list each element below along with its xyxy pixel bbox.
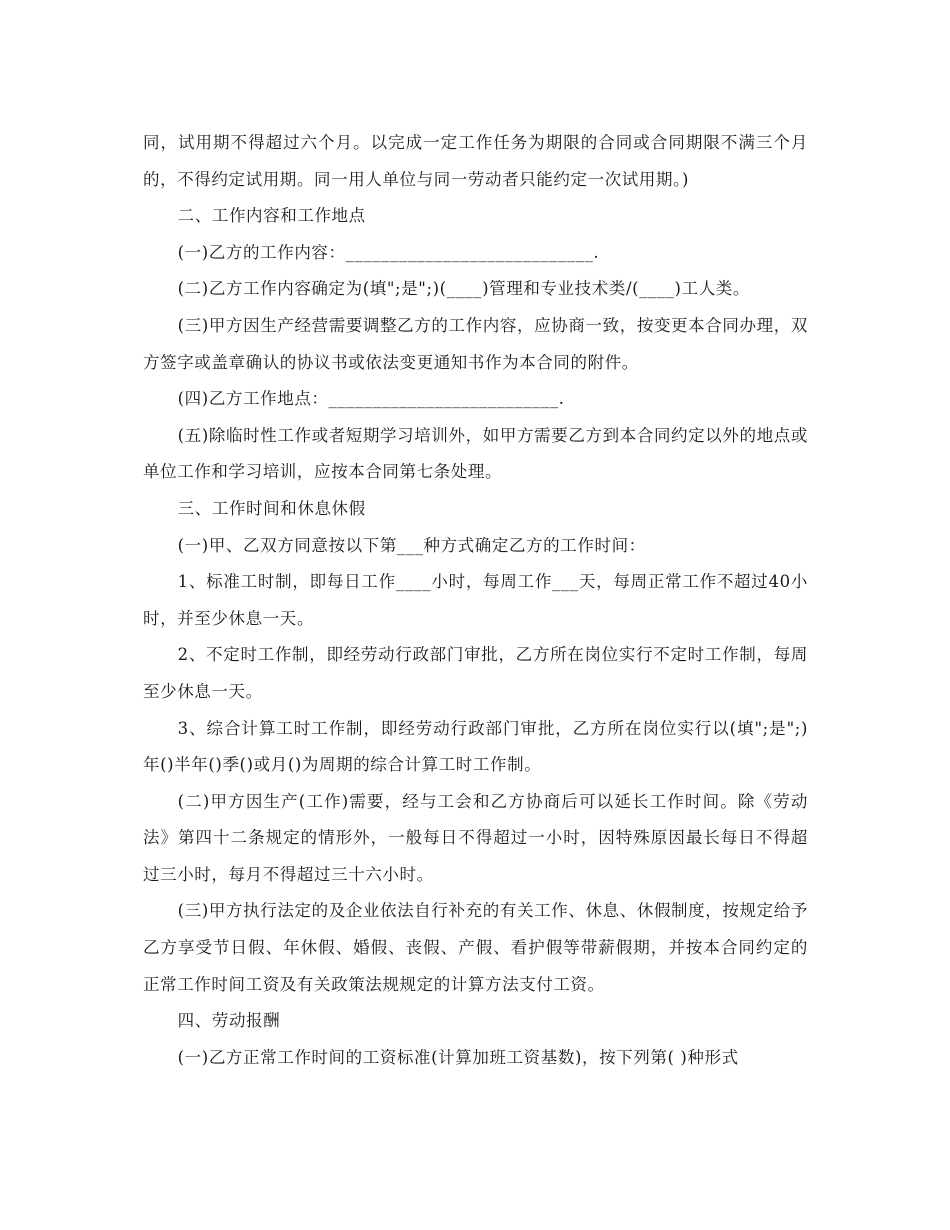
heading-work-hours-leave: 三、工作时间和休息休假 — [177, 498, 366, 518]
paragraph-work-hours-method: (一)甲、乙双方同意按以下第___种方式确定乙方的工作时间： — [177, 535, 646, 555]
paragraph-holidays: (三)甲方执行法定的及企业依法自行补充的有关工作、休息、休假制度，按规定给予乙方享受节日假、年休假、婚假、丧假、产假、看护假等带薪假期，并按本合同约定的正常工作时间工资及有关政策法规规定的计算方法支付工资。 — [143, 901, 808, 994]
paragraph-wage-standard: (一)乙方正常工作时间的工资标准(计算加班工资基数)，按下列第( )种形式 — [177, 1047, 739, 1067]
paragraph-flexible-hours: 2、不定时工作制，即经劳动行政部门审批，乙方所在岗位实行不定时工作制，每周至少休息一天。 — [143, 645, 808, 701]
paragraph-overtime: (二)甲方因生产(工作)需要，经与工会和乙方协商后可以延长工作时间。除《劳动法》第四十二条规定的情形外，一般每日不得超过一小时，因特殊原因最长每日不得超过三小时，每月不得超过三十六小时。 — [143, 791, 808, 884]
paragraph-standard-hours: 1、标准工时制，即每日工作____小时，每周工作___天，每周正常工作不超过40小时，并至少休息一天。 — [143, 572, 808, 628]
paragraph-offsite-work: (五)除临时性工作或者短期学习培训外，如甲方需要乙方到本合同约定以外的地点或单位工作和学习培训，应按本合同第七条处理。 — [143, 425, 808, 482]
paragraph-comprehensive-hours: 3、综合计算工时工作制，即经劳动行政部门审批，乙方所在岗位实行以(填";是";)年()半年()季()或月()为周期的综合计算工时工作制。 — [143, 718, 808, 775]
paragraph-adjust-work-content: (三)甲方因生产经营需要调整乙方的工作内容，应协商一致，按变更本合同办理，双方签字或盖章确认的协议书或依法变更通知书作为本合同的附件。 — [143, 315, 808, 372]
paragraph-work-location: (四)乙方工作地点：__________________________. — [177, 389, 565, 409]
paragraph-probation-end: 同，试用期不得超过六个月。以完成一定工作任务为期限的合同或合同期限不满三个月的，不得约定试用期。同一用人单位与同一劳动者只能约定一次试用期。) — [143, 133, 808, 189]
heading-remuneration: 四、劳动报酬 — [177, 1011, 281, 1031]
paragraph-work-category: (二)乙方工作内容确定为(填";是";)(____)管理和专业技术类/(____)工人类。 — [177, 279, 750, 299]
heading-work-content-location: 二、工作内容和工作地点 — [177, 206, 366, 226]
paragraph-work-content: (一)乙方的工作内容：____________________________. — [177, 242, 600, 262]
document-body — [143, 125, 808, 1076]
